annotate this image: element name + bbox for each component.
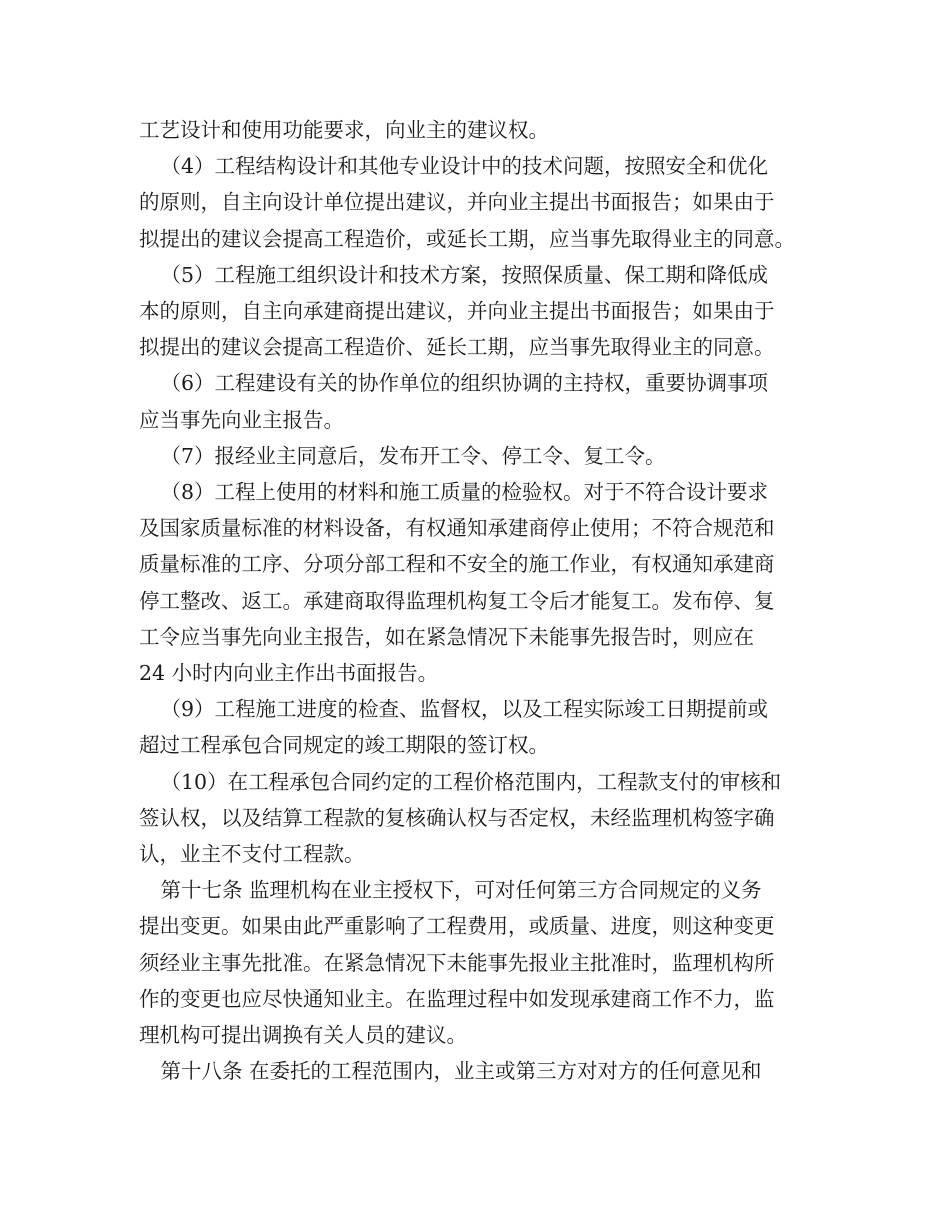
text-line: （5）工程施工组织设计和技术方案，按照保质量、保工期和降低成 — [160, 262, 769, 287]
text-line: 作的变更也应尽快通知业主。在监理过程中如发现承建商工作不力，监 — [139, 986, 775, 1011]
paragraph-item-9 — [139, 691, 829, 727]
text-line: 应当事先向业主报告。 — [139, 407, 344, 432]
text-line: 拟提出的建议会提高工程造价、延长工期，应当事先取得业主的同意。 — [139, 335, 775, 360]
paragraph-item-10 — [139, 764, 829, 800]
paragraph-item-7 — [139, 438, 829, 474]
text-line: 提出变更。如果由此严重影响了工程费用，或质量、进度，则这种变更 — [139, 914, 775, 939]
text-line: （4）工程结构设计和其他专业设计中的技术问题，按照安全和优化 — [160, 154, 769, 179]
text-line: 拟提出的建议会提高工程造价，或延长工期，应当事先取得业主的同意。 — [139, 226, 795, 251]
paragraph-item-5 — [139, 257, 829, 293]
paragraph-item-4 — [139, 148, 829, 184]
text-line: （10）在工程承包合同约定的工程价格范围内，工程款支付的审核和 — [160, 769, 782, 794]
paragraph-item-9-cont — [139, 727, 829, 763]
text-line: （9）工程施工进度的检查、监督权，以及工程实际竣工日期提前或 — [160, 697, 769, 722]
paragraph-item-8-cont — [139, 510, 829, 691]
text-line: 理机构可提出调换有关人员的建议。 — [139, 1023, 467, 1048]
text-line: （7）报经业主同意后，发布开工令、停工令、复工令。 — [160, 443, 666, 468]
text-line: 第十七条 监理机构在业主授权下，可对任何第三方合同规定的义务 — [160, 878, 762, 903]
paragraph-item-4-cont — [139, 184, 829, 256]
text-line: 认，业主不支付工程款。 — [139, 842, 365, 867]
text-line: 超过工程承包合同规定的竣工期限的签订权。 — [139, 733, 549, 758]
paragraph-continuation — [139, 112, 829, 148]
text-line: 的原则，自主向设计单位提出建议，并向业主提出书面报告；如果由于 — [139, 190, 775, 215]
text-line: 本的原则，自主向承建商提出建议，并向业主提出书面报告；如果由于 — [139, 299, 775, 324]
paragraph-item-5-cont — [139, 293, 829, 365]
paragraph-item-8 — [139, 474, 829, 510]
paragraph-item-10-cont — [139, 800, 829, 872]
text-line: 工令应当事先向业主报告，如在紧急情况下未能事先报告时，则应在 — [139, 624, 754, 649]
paragraph-item-6 — [139, 365, 829, 401]
text-line: 及国家质量标准的材料设备，有权通知承建商停止使用；不符合规范和 — [139, 516, 775, 541]
text-line: （6）工程建设有关的协作单位的组织协调的主持权，重要协调事项 — [160, 371, 769, 396]
text-line: 停工整改、返工。承建商取得监理机构复工令后才能复工。发布停、复 — [139, 588, 775, 613]
paragraph-article-18 — [139, 1053, 829, 1089]
paragraph-item-6-cont — [139, 402, 829, 438]
paragraph-article-17-cont — [139, 908, 829, 1053]
text-line: 须经业主事先批准。在紧急情况下未能事先报业主批准时，监理机构所 — [139, 950, 775, 975]
text-line: 第十八条 在委托的工程范围内，业主或第三方对对方的任何意见和 — [160, 1059, 762, 1084]
text-line: （8）工程上使用的材料和施工质量的检验权。对于不符合设计要求 — [160, 480, 769, 505]
text-line: 质量标准的工序、分项分部工程和不安全的施工作业，有权通知承建商 — [139, 552, 775, 577]
text-line: 24 小时内向业主作出书面报告。 — [139, 661, 439, 686]
text-line: 签认权，以及结算工程款的复核确认权与否定权，未经监理机构签字确 — [139, 805, 775, 830]
body-text — [139, 112, 829, 1089]
text-line: 工艺设计和使用功能要求，向业主的建议权。 — [139, 118, 549, 142]
paragraph-article-17 — [139, 872, 829, 908]
